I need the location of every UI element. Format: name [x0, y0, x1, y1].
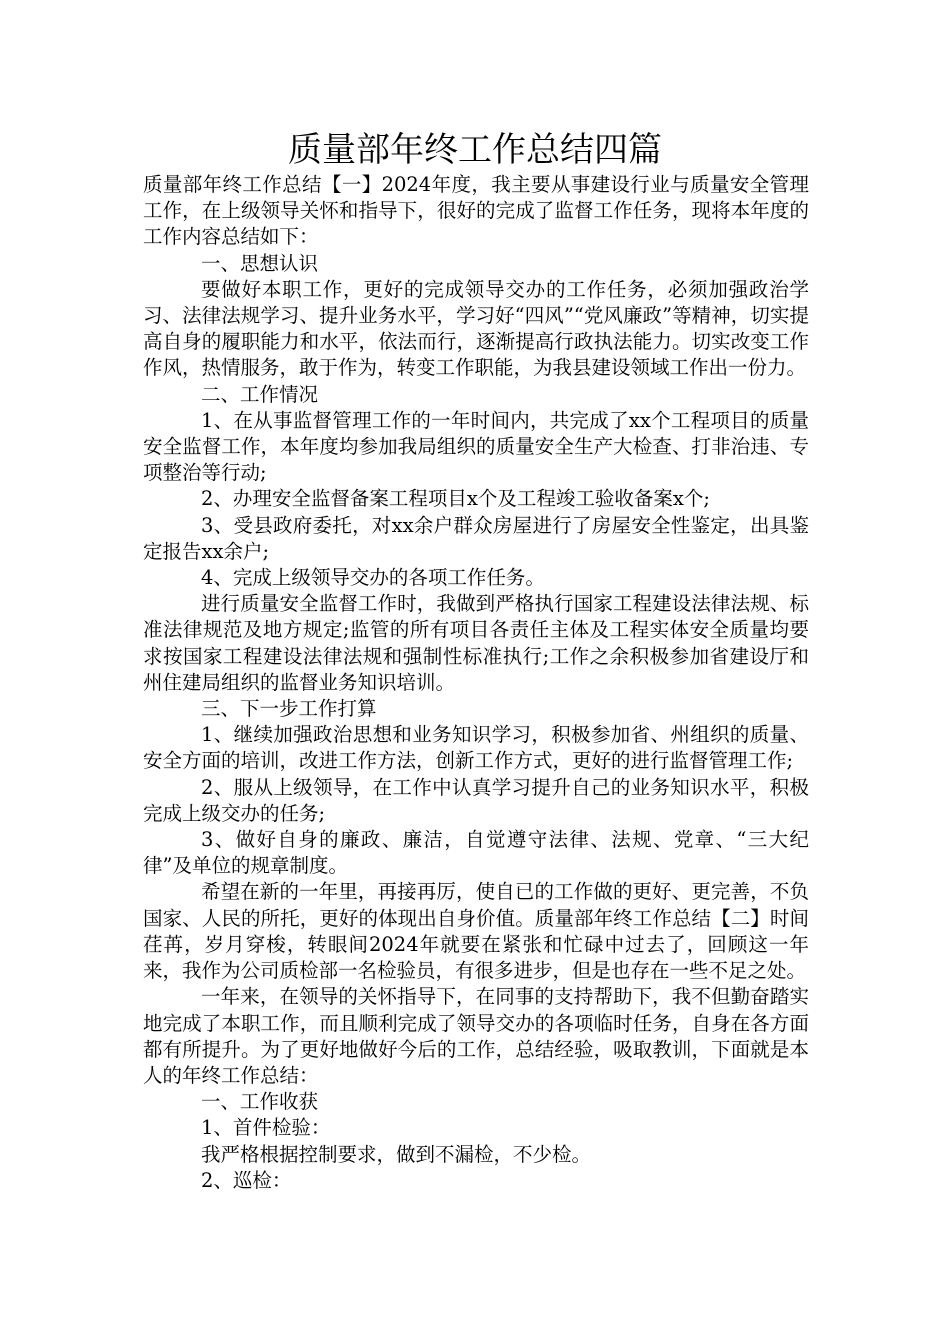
paragraph: 一年来，在领导的关怀指导下，在同事的支持帮助下，我不但勤奋踏实地完成了本职工作，而且顺利完成了领导交办的各项临时任务，自身在各方面都有所提升。为了更好地做好今后的工作，总结经验，吸取教训，下面就是本人的年终工作总结： [143, 985, 809, 1087]
list-item: 4、完成上级领导交办的各项工作任务。 [201, 566, 545, 590]
sub-heading: 2、巡检： [201, 1168, 292, 1192]
list-item: 2、服从上级领导，在工作中认真学习提升自己的业务知识水平，积极完成上级交办的任务; [143, 775, 809, 825]
section-heading: 二、工作情况 [201, 382, 319, 406]
document-title: 质量部年终工作总结四篇 [288, 130, 662, 170]
paragraph: 质量部年终工作总结【一】2024年度，我主要从事建设行业与质量安全管理工作，在上级领导关怀和指导下，很好的完成了监督工作任务，现将本年度的工作内容总结如下： [143, 173, 809, 249]
list-item: 3、受县政府委托，对xx余户群众房屋进行了房屋安全性鉴定，出具鉴定报告xx余户; [143, 513, 809, 563]
list-item: 1、继续加强政治思想和业务知识学习，积极参加省、州组织的质量、安全方面的培训，改进工作方法，创新工作方式，更好的进行监督管理工作; [143, 723, 809, 773]
list-item: 2、办理安全监督备案工程项目x个及工程竣工验收备案x个; [201, 487, 710, 511]
paragraph: 要做好本职工作，更好的完成领导交办的工作任务，必须加强政治学习、法律法规学习、提升业务水平，学习好“四风”“党风廉政”等精神，切实提高自身的履职能力和水平，依法而行，逐渐提高行政执法能力。切实改变工作作风，热情服务，敢于作为，转变工作职能，为我县建设领域工作出一份力。 [143, 277, 809, 380]
paragraph: 希望在新的一年里，再接再厉，使自已的工作做的更好、更完善，不负国家、人民的所托，更好的体现出自身价值。质量部年终工作总结【二】时间荏苒，岁月穿梭，转眼间2024年就要在紧张和忙碌中过去了，回顾这一年来，我作为公司质检部一名检验员，有很多进步，但是也存在一些不足之处。 [143, 880, 809, 983]
sub-heading: 1、首件检验： [201, 1116, 331, 1140]
list-item: 3、做好自身的廉政、廉洁，自觉遵守法律、法规、党章、“三大纪律”及单位的规章制度。 [143, 828, 809, 878]
paragraph: 进行质量安全监督工作时，我做到严格执行国家工程建设法律法规、标准法律规范及地方规定;监管的所有项目各责任主体及工程实体安全质量均要求按国家工程建设法律法规和强制性标准执行;工作之余积极参加省建设厅和州住建局组织的监督业务知识培训。 [143, 592, 809, 694]
section-heading: 一、工作收获 [201, 1090, 319, 1114]
document-body [143, 172, 809, 1194]
section-heading: 一、思想认识 [201, 251, 319, 275]
list-item: 1、在从事监督管理工作的一年时间内，共完成了xx个工程项目的质量安全监督工作，本年度均参加我局组织的质量安全生产大检查、打非治违、专项整治等行动; [143, 408, 809, 485]
paragraph: 我严格根据控制要求，做到不漏检，不少检。 [201, 1142, 592, 1166]
section-heading: 三、下一步工作打算 [201, 697, 377, 721]
